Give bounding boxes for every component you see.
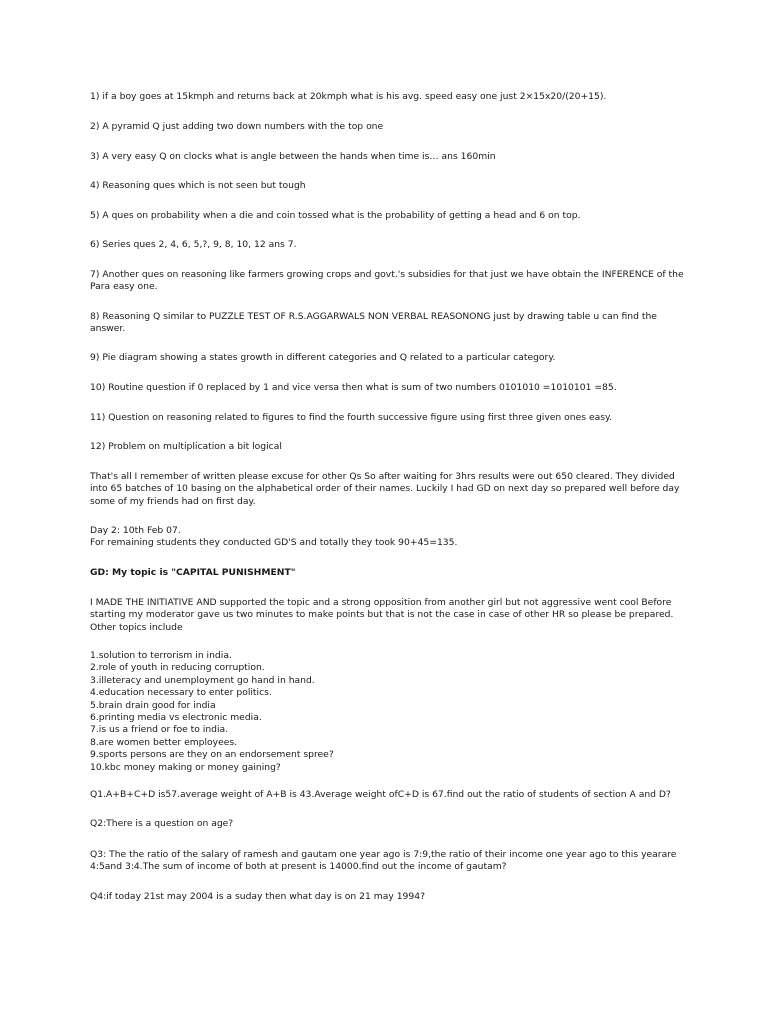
- written-item-7: 7) Another ques on reasoning like farmers growing crops and govt.'s subsidies for that just we have obtain the INFERENCE of the Para easy one.: [90, 269, 684, 293]
- list-item: 2.role of youth in reducing corruption.: [90, 662, 265, 674]
- list-item: 10.kbc money making or money gaining?: [90, 761, 281, 773]
- written-item-6: 6) Series ques 2, 4, 6, 5,?, 9, 8, 10, 12 ans 7.: [90, 239, 297, 250]
- list-item: 1.solution to terrorism in india.: [90, 650, 232, 661]
- list-item: 8.are women better employees.: [90, 736, 238, 748]
- list-item: 4.education necessary to enter politics.: [90, 687, 272, 699]
- written-item-12: 12) Problem on multiplication a bit logical: [90, 441, 282, 452]
- question-q3: Q3: The the ratio of the salary of ramesh and gautam one year ago is 7:9,the ratio of their income one year ago to this yearare 4:5and 3:4.The sum of income of both at present is 14000.find out the income of gautam?: [90, 849, 677, 873]
- question-q2: Q2:There is a question on age?: [90, 818, 234, 829]
- day2-date: Day 2: 10th Feb 07.: [90, 525, 181, 536]
- written-item-1: 1) if a boy goes at 15kmph and returns back at 20kmph what is his avg. speed easy one just 2×15x20/(20+15).: [90, 91, 607, 102]
- written-item-3: 3) A very easy Q on clocks what is angle between the hands when time is… ans 160min: [90, 151, 496, 162]
- list-item: 9.sports persons are they on an endorsement spree?: [90, 749, 334, 761]
- written-item-11: 11) Question on reasoning related to figures to find the fourth successive figure using first three given ones easy.: [90, 412, 613, 423]
- written-item-4: 4) Reasoning ques which is not seen but tough: [90, 180, 306, 191]
- written-item-2: 2) A pyramid Q just adding two down numbers with the top one: [90, 121, 384, 132]
- written-item-8: 8) Reasoning Q similar to PUZZLE TEST OF R.S.AGGARWALS NON VERBAL REASONONG just by drawing table u can find the answer.: [90, 311, 657, 335]
- question-q4: Q4:if today 21st may 2004 is a suday then what day is on 21 may 1994?: [90, 891, 425, 902]
- list-item: 7.is us a friend or foe to india.: [90, 724, 229, 736]
- written-item-5: 5) A ques on probability when a die and coin tossed what is the probability of getting a head and 6 on top.: [90, 210, 581, 221]
- written-item-10: 10) Routine question if 0 replaced by 1 and vice versa then what is sum of two numbers 0101010 =1010101 =85.: [90, 382, 617, 393]
- gd-paragraph: I MADE THE INITIATIVE AND supported the topic and a strong opposition from another girl but not aggressive went cool Before starting my moderator gave us two minutes to make points but that is not the case in case of other HR so please be prepared. Other topics include: [90, 597, 674, 633]
- day2-note: For remaining students they conducted GD'S and totally they took 90+45=135.: [90, 537, 458, 549]
- written-summary-paragraph: That's all I remember of written please excuse for other Qs So after waiting for 3hrs results were out 650 cleared. They divided into 65 batches of 10 basing on the alphabetical order of their names. Luckily I had GD on next day so prepared well before day some of my friends had on first day.: [90, 471, 680, 507]
- list-item: 3.illeteracy and unemployment go hand in hand.: [90, 674, 315, 686]
- gd-topics-list: [90, 650, 690, 774]
- question-q1: Q1.A+B+C+D is57.average weight of A+B is 43.Average weight ofC+D is 67.find out the ratio of students of section A and D?: [90, 789, 671, 800]
- day2-block: [90, 525, 690, 550]
- list-item: 6.printing media vs electronic media.: [90, 712, 262, 724]
- gd-topic-heading: GD: My topic is "CAPITAL PUNISHMENT": [90, 567, 296, 578]
- written-item-9: 9) Pie diagram showing a states growth in different categories and Q related to a particular category.: [90, 352, 556, 363]
- list-item: 5.brain drain good for india: [90, 699, 216, 711]
